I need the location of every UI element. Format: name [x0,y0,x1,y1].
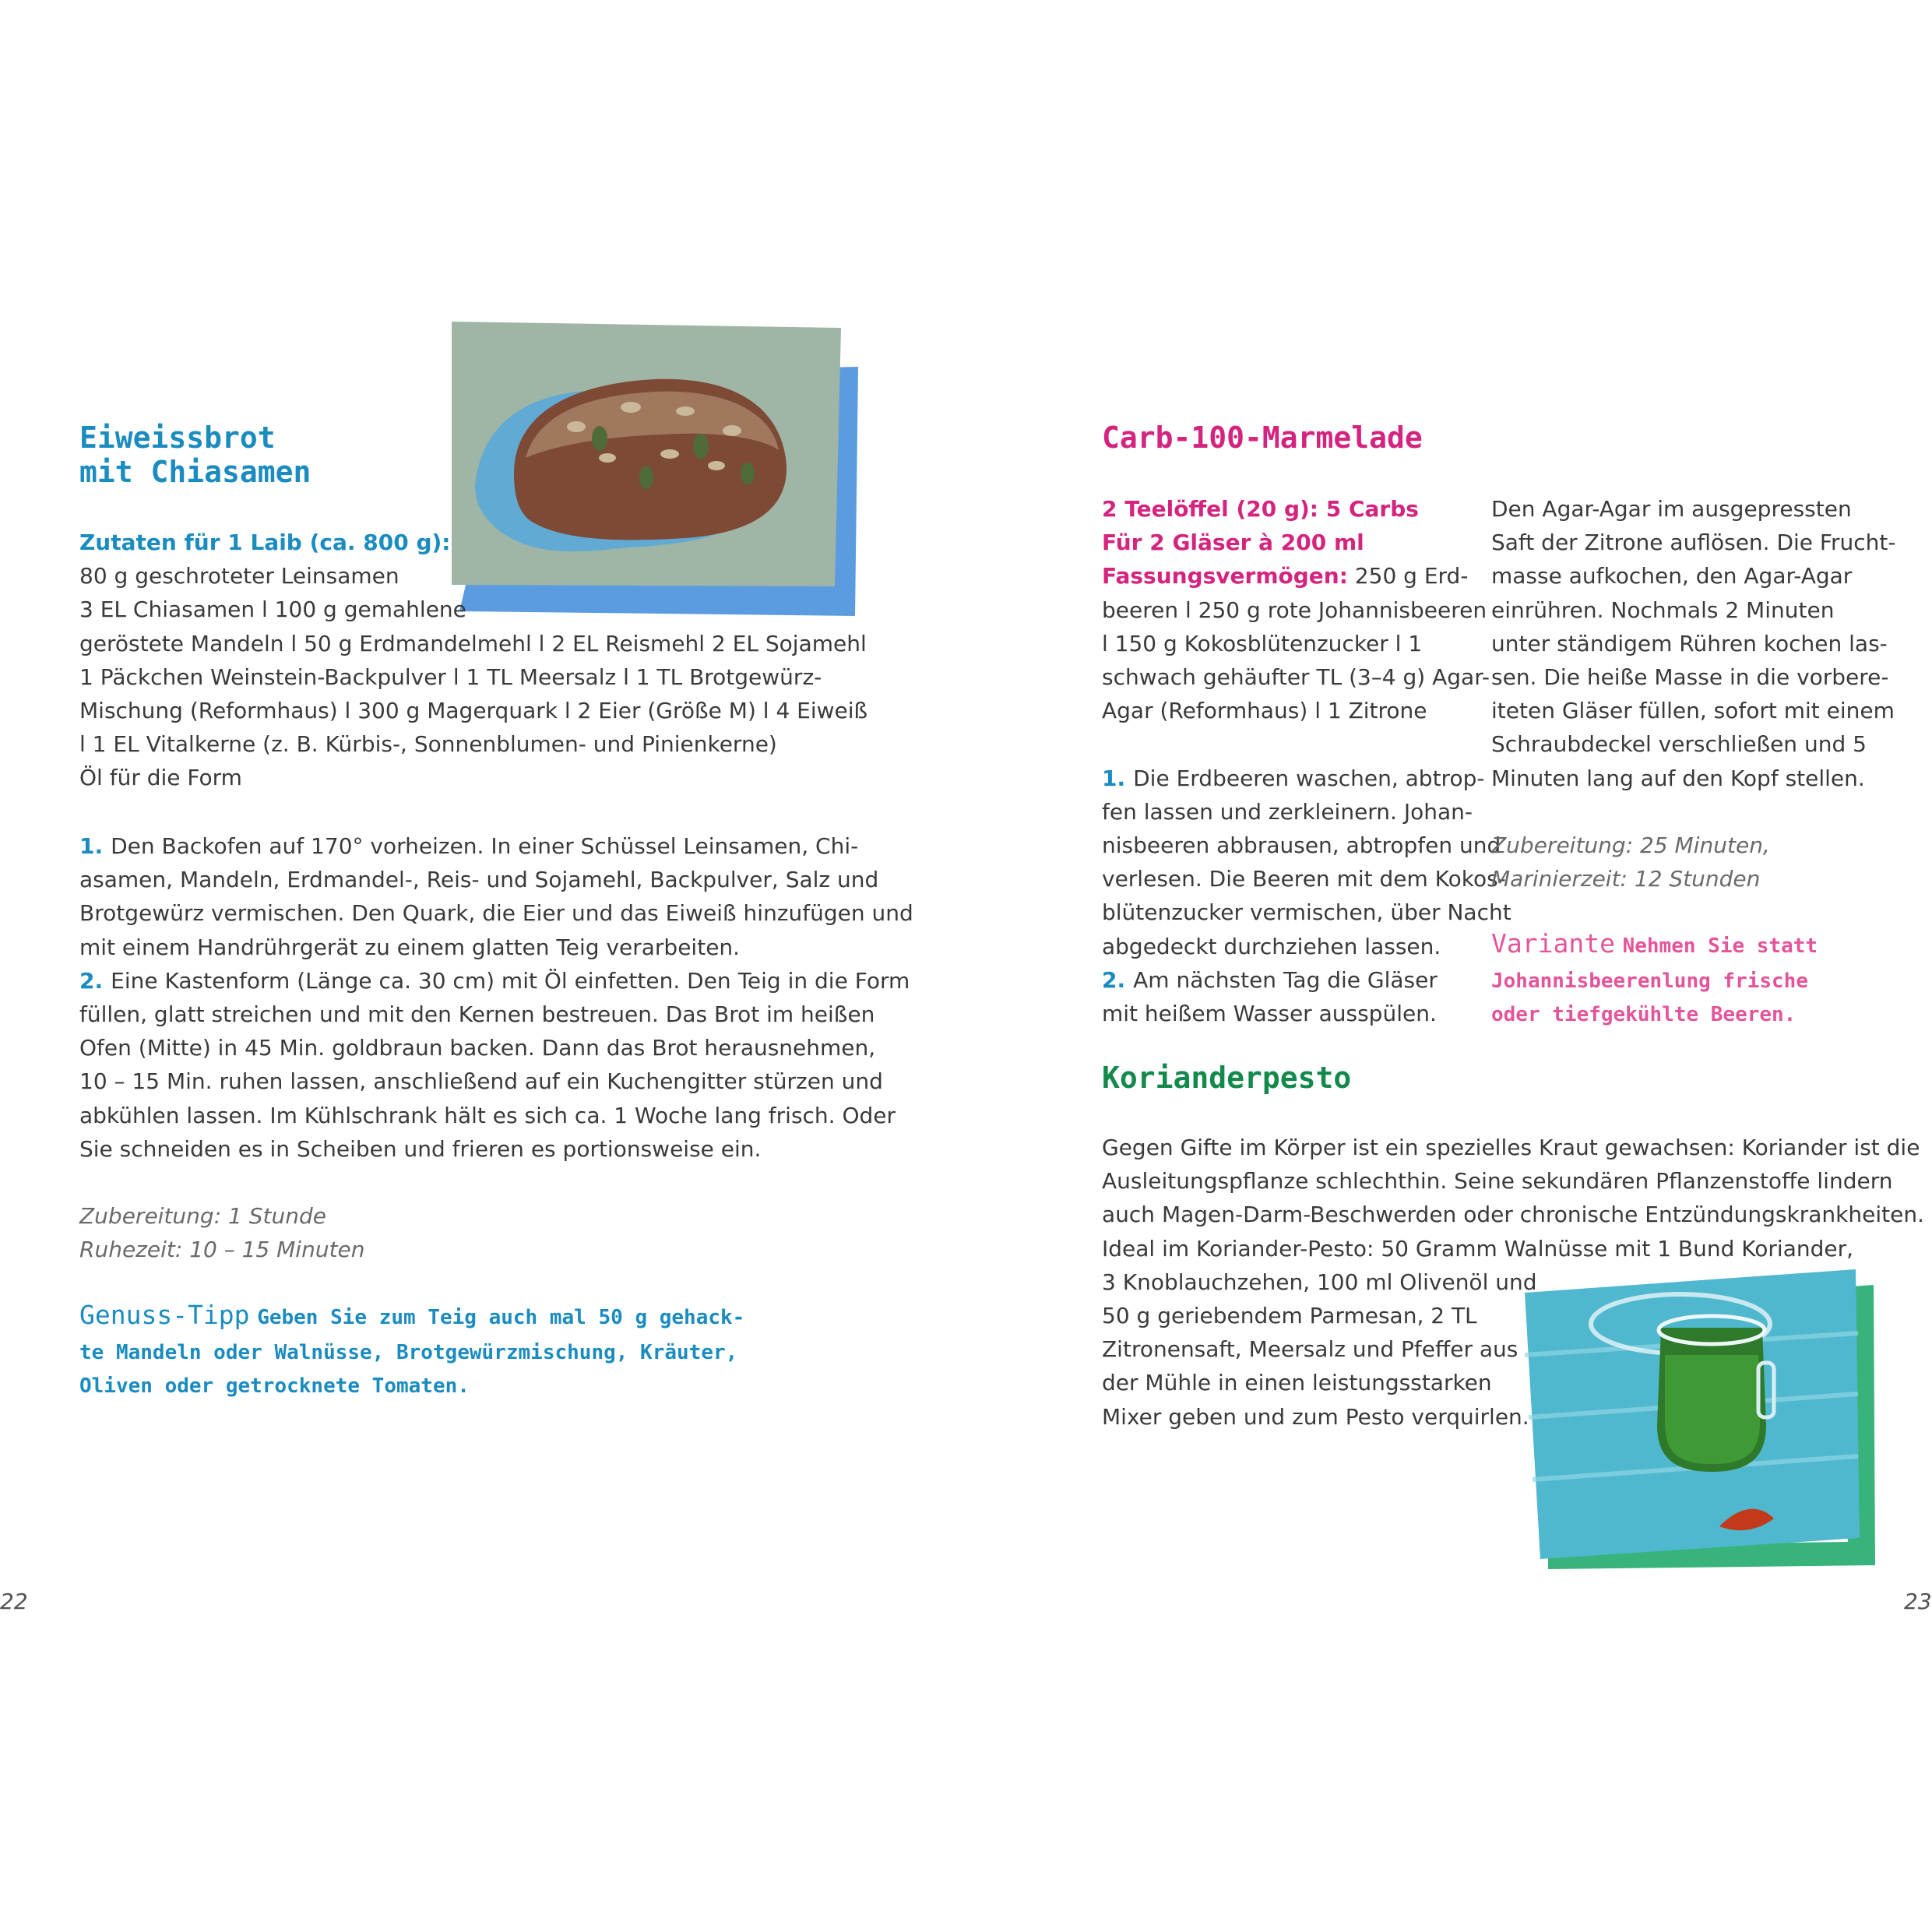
step-line: Sie schneiden es in Scheiben und frieren es portionsweise ein. [79,1135,762,1162]
pesto-line: Gegen Gifte im Körper ist ein spezielles Kraut gewachsen: Koriander ist die [1102,1135,1920,1160]
method-line: Den Agar-Agar im ausgepressten [1491,496,1852,522]
step-line: fen lassen und zerkleinern. Johan- [1102,798,1473,825]
prep-time: Zubereitung: 1 Stunde [79,1203,326,1229]
ingredient-line: Öl für die Form [79,765,242,791]
jam-column-1 [1102,492,1511,1030]
capacity-text: 250 g Erd- [1347,563,1469,589]
variant-label: Variante [1491,928,1615,959]
jam-column-2 [1491,492,1895,896]
title-line: mit Chiasamen [79,455,311,489]
step-line: 10 – 15 Min. ruhen lassen, anschließend auf ein Kuchengitter stürzen und [79,1068,883,1095]
bread-ingredients [79,526,867,795]
pesto-line: Mixer geben und zum Pesto verquirlen. [1102,1403,1529,1430]
ingredient-line: 80 g geschroteter Leinsamen [79,563,399,589]
step-line: Brotgewürz vermischen. Den Quark, die Eier und das Eiweiß hinzufügen und [79,900,913,927]
step-line: 1. Den Backofen auf 170° vorheizen. In einer Schüssel Leinsamen, Chi- [79,833,859,859]
method-line: masse aufkochen, den Agar-Agar [1491,563,1853,589]
variant-line: Johannisbeerenlung frische [1491,970,1808,994]
ingredient-line: beeren l 250 g rote Johannisbeeren [1102,596,1487,623]
rest-time: Ruhezeit: 10 – 15 Minuten [79,1237,365,1263]
marinate-time: Marinierzeit: 12 Stunden [1491,866,1761,892]
tip-line: Oliven oder getrocknete Tomaten. [79,1374,470,1399]
page-number-right: 23 [1904,1589,1932,1614]
pesto-line: 50 g geriebendem Parmesan, 2 TL [1102,1303,1477,1329]
method-line: Schraubdeckel verschließen und 5 [1491,731,1867,758]
ingredient-line: l 150 g Kokosblütenzucker l 1 [1102,630,1423,656]
ingredient-line: Agar (Reformhaus) l 1 Zitrone [1102,698,1427,724]
pesto-line: Ideal im Koriander-Pesto: 50 Gramm Walnüsse mit 1 Bund Koriander, [1102,1235,1854,1262]
tip-label: Genuss-Tipp [79,1300,250,1330]
method-line: unter ständigem Rühren kochen las- [1491,630,1888,656]
page-number-left: 22 [0,1589,28,1614]
ingredient-line: 3 EL Chiasamen l 100 g gemahlene [79,596,466,623]
recipe-title-bread [79,421,311,489]
step-line: abkühlen lassen. Im Kühlschrank hält es sich ca. 1 Woche lang frisch. Oder [79,1102,896,1128]
ingredient-line: l 1 EL Vitalkerne (z. B. Kürbis-, Sonnenblumen- und Pinienkerne) [79,731,777,758]
step-number: 1. [1102,765,1126,791]
prep-time: Zubereitung: 25 Minuten, [1491,832,1770,859]
step-number: 2. [79,967,104,994]
step-line: mit heißem Wasser ausspülen. [1102,1001,1437,1027]
tip-line: te Mandeln oder Walnüsse, Brotgewürzmischung, Kräuter, [79,1341,738,1365]
step-line: blütenzucker vermischen, über Nacht [1102,899,1511,926]
ingredient-line: geröstete Mandeln l 50 g Erdmandelmehl l 2 EL Reismehl 2 EL Sojamehl [79,630,867,656]
step-line: füllen, glatt streichen und mit den Kernen bestreuen. Das Brot im heißen [79,1001,875,1028]
method-line: sen. Die heiße Masse in die vorbere- [1491,664,1889,691]
title-line: Eiweissbrot [79,421,276,455]
pesto-line: der Mühle in einen leistungsstarken [1102,1370,1492,1396]
method-line: Saft der Zitrone auflösen. Die Frucht- [1491,530,1896,556]
step-line: 1. Die Erdbeeren waschen, abtrop- [1102,765,1485,791]
method-line: Minuten lang auf den Kopf stellen. [1491,765,1865,791]
step-line: abgedeckt durchziehen lassen. [1102,933,1441,959]
portion-carbs: 2 Teelöffel (20 g): 5 Carbs [1102,496,1419,522]
step-line: mit einem Handrührgerät zu einem glatten Teig verarbeiten. [79,934,741,960]
method-line: iteten Gläser füllen, sofort mit einem [1491,698,1895,724]
ingredient-line: schwach gehäufter TL (3–4 g) Agar- [1102,664,1490,691]
step-line: 2. Am nächsten Tag die Gläser [1102,966,1438,993]
method-line: einrühren. Nochmals 2 Minuten [1491,596,1835,623]
recipe-title-jam: Carb-100-Marmelade [1102,421,1423,455]
step-number: 2. [1102,966,1126,993]
capacity-label: Fassungsvermögen: [1102,563,1348,589]
variante-tip [1491,927,1818,1033]
pesto-line: Ausleitungspflanze schlechthin. Seine sekundären Pflanzenstoffe lindern [1102,1168,1893,1195]
step-line: Ofen (Mitte) in 45 Min. goldbraun backen. Dann das Brot herausnehmen, [79,1035,876,1061]
tip-line: Geben Sie zum Teig auch mal 50 g gehack- [257,1306,745,1329]
pesto-line: 3 Knoblauchzehen, 100 ml Olivenöl und [1102,1269,1537,1295]
ingredients-heading: Zutaten für 1 Laib (ca. 800 g): [79,530,451,555]
recipe-title-pesto: Korianderpesto [1102,1061,1352,1095]
bread-steps [79,829,913,1166]
jar-info: Für 2 Gläser à 200 ml [1102,530,1364,556]
step-line: 2. Eine Kastenform (Länge ca. 30 cm) mit Öl einfetten. Den Teig in die Form [79,967,910,994]
variant-line: Nehmen Sie statt [1622,934,1818,958]
step-line: nisbeeren abbrausen, abtropfen und [1102,832,1501,859]
ingredient-line: Mischung (Reformhaus) l 300 g Magerquark l 2 Eier (Größe M) l 4 Eiweiß [79,698,868,724]
variant-line: oder tiefgekühlte Beeren. [1491,1003,1797,1027]
pesto-photo [1525,1269,1883,1581]
step-line: verlesen. Die Beeren mit dem Kokos- [1102,866,1506,892]
bread-times [79,1199,365,1266]
ingredient-line: 1 Päckchen Weinstein-Backpulver l 1 TL Meersalz l 1 TL Brotgewürz- [79,663,822,690]
genuss-tipp [79,1298,744,1404]
pesto-line: Zitronensaft, Meersalz und Pfeffer aus [1102,1336,1519,1363]
step-line: asamen, Mandeln, Erdmandel-, Reis- und Sojamehl, Backpulver, Salz und [79,867,879,893]
step-number: 1. [79,833,104,859]
pesto-line: auch Magen-Darm-Beschwerden oder chronische Entzündungskrankheiten. [1102,1202,1924,1228]
